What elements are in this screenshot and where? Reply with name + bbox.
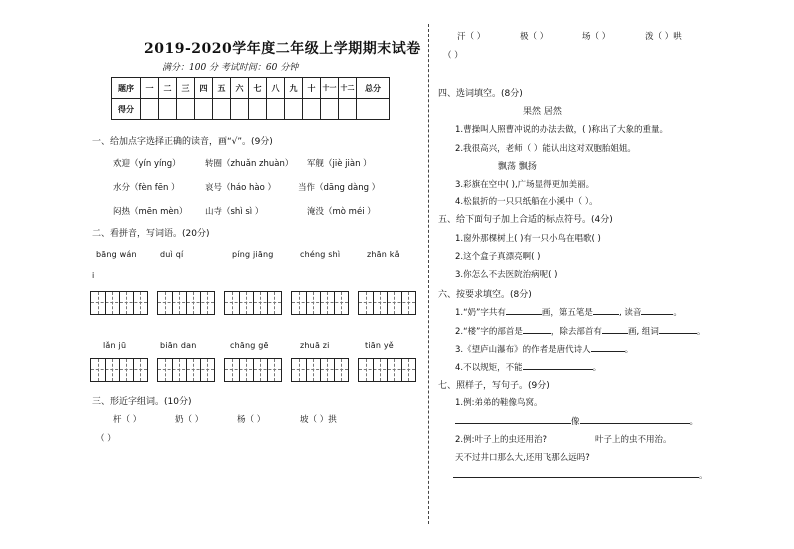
answer-blank[interactable] [602,324,628,334]
pinyin-label: zhān kǎ [367,250,400,259]
q6-text: 画，第五笔是 [541,308,593,318]
q6-text: 。 [592,363,602,373]
q3-item: 奶（ ） [175,415,204,425]
q3-item: 汗（ ） [457,32,486,42]
score-col: 七 [249,78,267,99]
q6-text: 画, 组词 [627,327,659,337]
q1-header: 一、给加点字选择正确的读音，画“√”。(9分) [92,137,273,147]
score-cell[interactable] [357,99,390,120]
pinyin-label: zhuā zi [300,341,330,350]
score-col: 十 [303,78,321,99]
q7-header: 七、照样子，写句子。(9分) [438,381,550,391]
score-cell[interactable] [285,99,303,120]
answer-blank[interactable] [455,414,571,424]
q1-item: 欢迎（yín yíng） [113,159,181,169]
q6-text: 。 [696,327,706,337]
writing-grid[interactable] [291,291,349,315]
q7-text: 。 [689,417,699,427]
answer-blank[interactable] [523,360,593,370]
q4-header: 四、选词填空。(8分) [438,89,523,99]
score-cell[interactable] [195,99,213,120]
q1-item: 军舰（jiè jiàn ） [307,159,372,169]
writing-grid[interactable] [224,291,282,315]
answer-blank[interactable] [593,305,619,315]
pinyin-label: duì qí [160,250,184,259]
score-row-label: 题序 [112,78,141,99]
pinyin-label: bāng wán [96,250,137,259]
score-cell[interactable] [303,99,321,120]
score-total-label: 总分 [357,78,390,99]
answer-blank[interactable] [523,324,551,334]
q5-sentence: 2.这个盒子真漂亮啊( ) [455,252,541,262]
score-col: 五 [213,78,231,99]
pinyin-label-wrap: i [92,271,95,280]
q3-item: 极（ ） [520,32,549,42]
q3-item: 坡（ ）拱 [300,415,337,425]
writing-grid[interactable] [157,358,215,382]
score-cell[interactable] [231,99,249,120]
q4-sentence: 2.我很高兴，老师（ ）能认出这对双胞胎姐姐。 [455,144,636,154]
pinyin-label: píng jiāng [232,250,274,259]
q6-sentence [455,305,682,318]
score-table-row [112,78,390,99]
q7-text: 。 [699,471,708,481]
score-col: 十一 [321,78,339,99]
pinyin-label: lǎn jū [103,341,127,350]
answer-blank[interactable] [591,342,625,352]
q1-item: 山寺（shì sì ） [205,207,264,217]
pinyin-label: tiān yě [365,341,394,350]
q4-sentence: 1.曹操叫人照曹冲说的办法去做，( )称出了大象的重量。 [455,125,668,135]
q6-text: 。 [624,345,634,355]
writing-grid[interactable] [157,291,215,315]
q6-text: 3.《望庐山瀑布》的作者是唐代诗人 [455,345,591,355]
writing-grid[interactable] [291,358,349,382]
answer-blank[interactable] [506,305,542,315]
exam-title: 2019-2020学年度二年级上学期期末试卷 [144,41,421,57]
q7-example: 1.例:弟弟的鞋像鸟窝。 [455,398,543,408]
q5-header: 五、给下面句子加上合适的标点符号。(4分) [438,215,613,225]
answer-blank[interactable] [580,414,690,424]
q6-text: ，除去部首有 [550,327,602,337]
word-choices: 飘荡 飘扬 [498,162,537,172]
q6-sentence [455,342,633,355]
q6-sentence [455,324,705,337]
pinyin-label: chéng shì [300,250,341,259]
column-divider [428,24,429,524]
score-col: 十二 [339,78,357,99]
q7-text: 像 [571,417,580,427]
q6-header: 六、按要求填空。(8分) [438,290,532,300]
score-table [111,77,390,120]
q3-item: 场（ ） [582,32,611,42]
score-cell[interactable] [159,99,177,120]
score-col: 一 [141,78,159,99]
q4-sentence: 4.松鼠折的一只只纸船在小溪中（ ）。 [455,197,598,207]
score-cell[interactable] [213,99,231,120]
q3-item: 杨（ ） [237,415,266,425]
score-table-row [112,99,390,120]
score-col: 二 [159,78,177,99]
q7-question: 天不过井口那么大,还用飞那么远吗? [455,453,590,463]
q6-text: 。 [673,308,682,318]
q6-sentence [455,360,601,373]
q2-header: 二、看拼音，写词语。(20分) [92,229,210,239]
writing-grid[interactable] [358,291,416,315]
q1-item: 当作（dāng dàng ） [298,183,381,193]
q5-sentence: 3.你怎么不去医院治病呢( ) [455,270,558,280]
q6-text: 4.不以规矩，不能 [455,363,523,373]
exam-subtitle: 满分：100 分 考试时间：60 分钟 [162,63,299,73]
answer-blank[interactable] [641,305,673,315]
q5-sentence: 1.窗外那棵树上( )有一只小鸟在唱歌( ) [455,234,601,244]
q3-header: 三、形近字组词。(10分) [92,397,192,407]
writing-grid[interactable] [224,358,282,382]
score-cell[interactable] [141,99,159,120]
q6-text: 2.“楼”字的部首是 [455,327,523,337]
q4-sentence: 3.彩旗在空中( ),广场显得更加美丽。 [455,180,595,190]
score-col: 四 [195,78,213,99]
q3-item: 泼（ ）哄 [645,32,682,42]
answer-blank[interactable] [659,324,697,334]
pinyin-label: chāng gē [230,341,269,350]
q1-item: 闷热（mēn mèn） [113,207,188,217]
score-cell[interactable] [177,99,195,120]
pinyin-label: biān dan [160,341,197,350]
q3-item: 杆（ ） [113,415,142,425]
writing-grid[interactable] [90,291,148,315]
q6-text: , 读音 [618,308,642,318]
writing-grid[interactable] [358,358,416,382]
q7-answer-line [453,468,708,481]
writing-grid[interactable] [90,358,148,382]
q6-text: 1.“奶”字共有 [455,308,506,318]
q1-item: 哀号（háo hào ） [205,183,276,193]
score-col: 六 [231,78,249,99]
score-cell[interactable] [339,99,357,120]
score-cell[interactable] [321,99,339,120]
word-choices: 果然 居然 [523,107,562,117]
q1-item: 转圈（zhuǎn zhuàn） [205,159,294,169]
q1-item: 水分（fèn fēn ） [113,183,180,193]
q7-answer-line [455,414,698,427]
q7-example: 叶子上的虫不用治。 [595,435,672,445]
q3-item-wrap: （ ） [96,434,116,444]
score-col: 三 [177,78,195,99]
score-cell[interactable] [249,99,267,120]
answer-blank[interactable] [453,468,699,478]
q1-item: 淹没（mò méi ） [307,207,376,217]
q7-example: 2.例:叶子上的虫还用治? [455,435,547,445]
score-col: 八 [267,78,285,99]
score-row-label: 得分 [112,99,141,120]
q3-item-wrap: （ ） [443,51,463,61]
score-col: 九 [285,78,303,99]
score-cell[interactable] [267,99,285,120]
